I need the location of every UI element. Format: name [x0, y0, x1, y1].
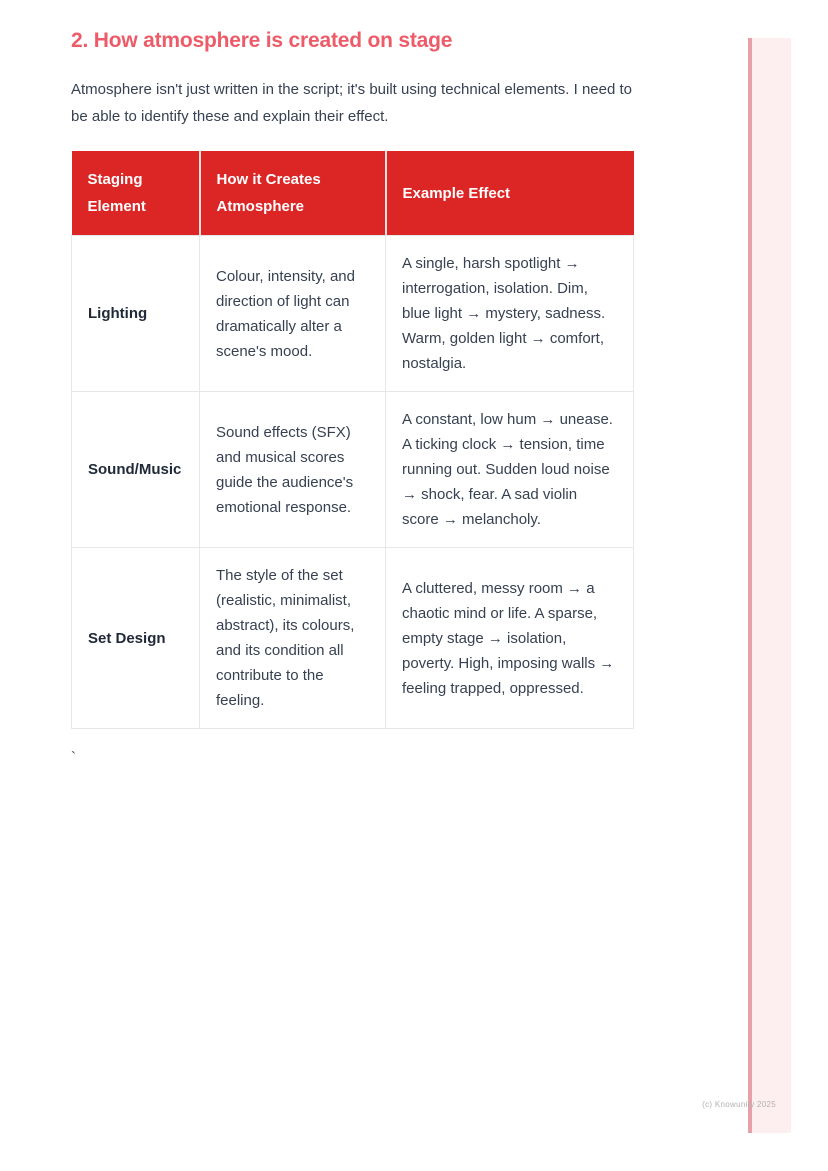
stray-backtick: `: [71, 749, 76, 766]
intro-paragraph: Atmosphere isn't just written in the script; it's built using technical elements. I need to be able to identify these and explain their effect.: [71, 81, 632, 125]
cell-how-sound-music: Sound effects (SFX) and musical scores guide the audience's emotional response.: [200, 392, 386, 548]
column-header-staging-element: Staging Element: [72, 151, 200, 236]
atmosphere-table: [71, 151, 634, 729]
table-row-sound-music: [72, 392, 634, 548]
footer-credit: (c) Knowunity 2025: [702, 1100, 776, 1109]
table-row-lighting: [72, 236, 634, 392]
cell-how-lighting: Colour, intensity, and direction of light can dramatically alter a scene's mood.: [200, 236, 386, 392]
table-row-set-design: [72, 548, 634, 729]
column-header-example-effect: Example Effect: [386, 151, 634, 236]
cell-element-lighting: Lighting: [72, 236, 200, 392]
column-header-how-it-creates: How it Creates Atmosphere: [200, 151, 386, 236]
section-heading: 2. How atmosphere is created on stage: [71, 29, 453, 52]
cell-effect-set-design: A cluttered, messy room → a chaotic mind or life. A sparse, empty stage → isolation, poverty. High, imposing walls → feeling trapped, oppressed.: [386, 548, 634, 729]
cell-element-sound-music: Sound/Music: [72, 392, 200, 548]
cell-how-set-design: The style of the set (realistic, minimalist, abstract), its colours, and its condition all contribute to the feeling.: [200, 548, 386, 729]
table-header-row: [72, 151, 634, 236]
cell-effect-lighting: A single, harsh spotlight → interrogation, isolation. Dim, blue light → mystery, sadness. Warm, golden light → comfort, nostalgia.: [386, 236, 634, 392]
document-content: [71, 0, 636, 769]
page-edge-highlight-stripe: [748, 38, 791, 1133]
cell-element-set-design: Set Design: [72, 548, 200, 729]
cell-effect-sound-music: A constant, low hum → unease. A ticking clock → tension, time running out. Sudden loud noise → shock, fear. A sad violin score → melancholy.: [386, 392, 634, 548]
